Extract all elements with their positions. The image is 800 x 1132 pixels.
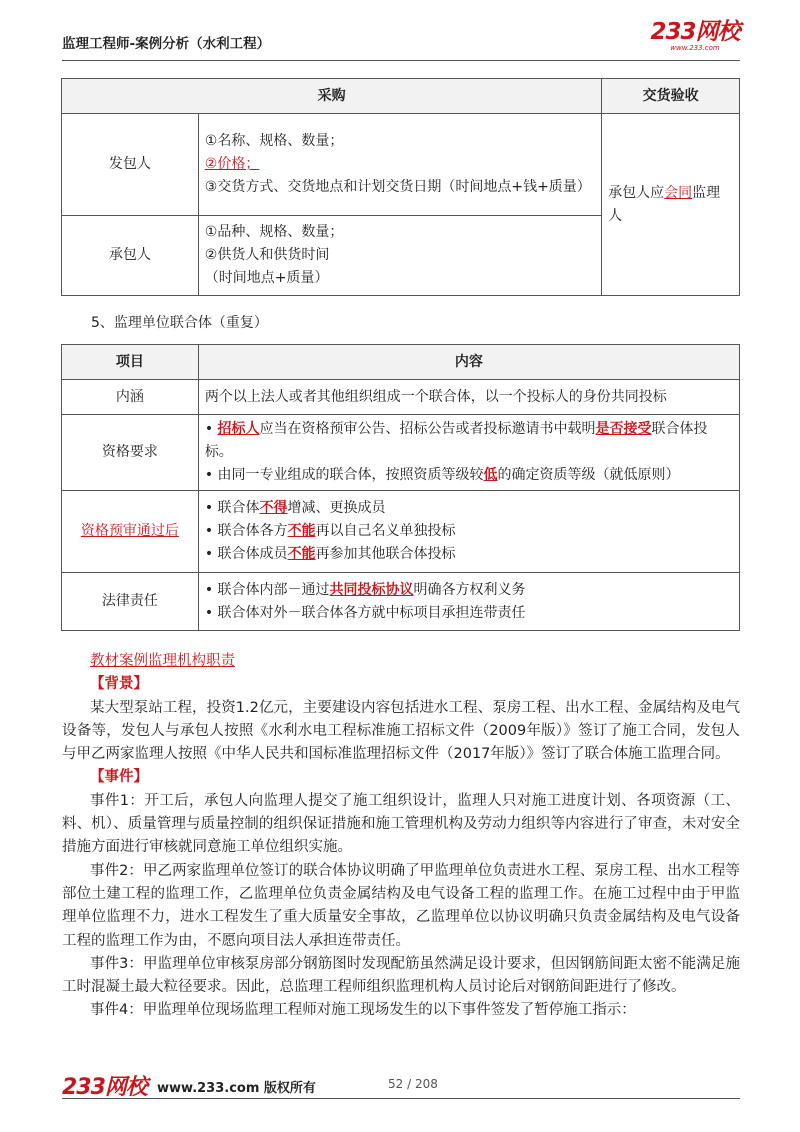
employer-item-2: ②价格； — [204, 156, 260, 172]
row-label-employer: 发包人 — [62, 114, 199, 216]
liability-bullet-2: • 联合体对外－联合体各方就中标项目承担连带责任 — [204, 604, 526, 621]
after-prequal-bullet-3 — [205, 543, 733, 566]
contractor-item-2: ②供货人和供货时间 — [204, 247, 330, 263]
mark-tenderer: 招标人 — [217, 421, 260, 437]
background-paragraph: 某大型泵站工程，投资1.2亿元，主要建设内容包括进水工程、泵房工程、出水工程、金属结构及电气设备等，发包人与承包人按照《水利水电工程标准施工招标文件（2009年版）》签订了施工合同，发包人与甲乙两家监理人按照《中华人民共和国标准监理招标文件（2017年版）》签订了联合体施工监理合同。 — [62, 699, 740, 763]
document-header-title: 监理工程师-案例分析（水利工程） — [62, 36, 271, 52]
contractor-procurement-cell — [198, 216, 601, 296]
event-1-paragraph: 事件1：开工后，承包人向监理人提交了施工组织设计，监理人只对施工进度计划、各项资源（工、料、机）、质量管理与质量控制的组织保证措施和施工管理机构及劳动力组织等内容进行了审查，未对安全措施方面进行审核就同意施工单位组织实施。 — [62, 792, 740, 856]
employer-item-3: ③交货方式、交货地点和计划交货日期（时间地点+钱+质量） — [204, 179, 591, 195]
text-segment: 的确定资质等级（就低原则） — [497, 467, 680, 483]
mark-whether-accept: 是否接受 — [595, 421, 652, 437]
case-title — [62, 650, 740, 673]
after-prequal-bullet-2 — [205, 520, 733, 543]
acceptance-pre: 承包人应 — [608, 184, 665, 201]
qualification-cell — [198, 415, 739, 491]
case-title-text: 教材案例监理机构职责 — [90, 653, 235, 669]
logo-text: 233网校 — [650, 19, 740, 45]
row-label-contractor: 承包人 — [62, 216, 199, 296]
mark-cannot: 不能 — [287, 546, 316, 562]
contractor-item-1: ①品种、规格、数量； — [204, 224, 344, 240]
text-segment: • 联合体 — [204, 500, 260, 516]
header-content: 内容 — [198, 345, 739, 380]
row-label-after-prequal: 资格预审通过后 — [62, 491, 199, 573]
joint-venture-table — [61, 344, 740, 631]
mark-must-not: 不得 — [259, 500, 288, 516]
header-acceptance: 交货验收 — [602, 79, 740, 114]
connotation-text: 两个以上法人或者其他组织组成一个联合体，以一个投标人的身份共同投标 — [198, 380, 739, 415]
footer-divider — [62, 1098, 740, 1099]
text-segment: 增减、更换成员 — [287, 500, 386, 516]
mark-low: 低 — [483, 467, 498, 483]
text-segment: 联合体投标。 — [204, 421, 708, 460]
header-item: 项目 — [62, 345, 199, 380]
event-4-paragraph: 事件4：甲监理单位现场监理工程师对施工现场发生的以下事件签发了暂停施工指示： — [90, 1002, 636, 1019]
qualification-bullet-1 — [205, 418, 733, 464]
footer-logo[interactable]: 233网校 — [62, 1075, 147, 1100]
bullet-mark: • — [204, 421, 214, 437]
case-body — [62, 650, 740, 1023]
employer-item-1: ①名称、规格、数量； — [204, 133, 344, 149]
liability-cell — [198, 573, 739, 631]
procurement-table — [61, 78, 740, 296]
header-divider — [62, 60, 740, 61]
text-segment: 再参加其他联合体投标 — [315, 546, 456, 562]
event-2-paragraph: 事件2：甲乙两家监理单位签订的联合体协议明确了甲监理单位负责进水工程、泵房工程、出水工程等部位土建工程的监理工作，乙监理单位负责金属结构及电气设备工程的监理工作。在施工过程中由于甲监理单位监理不力，进水工程发生了重大质量安全事故，乙监理单位以协议明确只负责金属结构及电气设备工程的监理工作为由，不愿向项目法人承担连带责任。 — [62, 862, 740, 949]
logo-url: www.233.com — [670, 44, 720, 52]
acceptance-cell — [602, 114, 740, 296]
text-segment: • 由同一专业组成的联合体，按照资质等级较 — [204, 467, 484, 483]
contractor-item-3: （时间地点+质量） — [204, 270, 329, 286]
footer-copyright: www.233.com 版权所有 — [157, 1081, 316, 1096]
header-procurement: 采购 — [62, 79, 602, 114]
qualification-bullet-2 — [205, 464, 733, 487]
acceptance-mark: 会同 — [664, 184, 693, 201]
mark-joint-agreement: 共同投标协议 — [329, 581, 414, 598]
after-prequal-bullet-1 — [205, 497, 733, 520]
after-prequal-cell — [198, 491, 739, 573]
page-number: 52 / 208 — [388, 1077, 438, 1091]
text-segment: • 联合体成员 — [204, 546, 288, 562]
row-label-connotation: 内涵 — [62, 380, 199, 415]
employer-procurement-cell — [198, 114, 601, 216]
events-label: 【事件】 — [90, 769, 148, 786]
text-segment: 再以自己名义单独投标 — [315, 523, 456, 539]
acceptance-post: 监理人 — [608, 184, 721, 224]
text-segment: 明确各方权利义务 — [413, 581, 526, 598]
text-segment: 应当在资格预审公告、招标公告或者投标邀请书中载明 — [259, 421, 596, 437]
row-label-liability: 法律责任 — [62, 573, 199, 631]
mark-cannot: 不能 — [287, 523, 316, 539]
row-label-qualification: 资格要求 — [62, 415, 199, 491]
text-segment: • 联合体各方 — [204, 523, 288, 539]
event-3-paragraph: 事件3：甲监理单位审核泵房部分钢筋图时发现配筋虽然满足设计要求，但因钢筋间距太密不能满足施工时混凝土最大粒径要求。因此，总监理工程师组织监理机构人员讨论后对钢筋间距进行了修改。 — [62, 955, 740, 996]
brand-logo[interactable] — [649, 20, 741, 52]
section-heading: 5、监理单位联合体（重复） — [91, 315, 268, 331]
background-label: 【背景】 — [90, 676, 148, 693]
liability-bullet-1 — [205, 579, 733, 602]
text-segment: • 联合体内部－通过 — [204, 581, 330, 598]
